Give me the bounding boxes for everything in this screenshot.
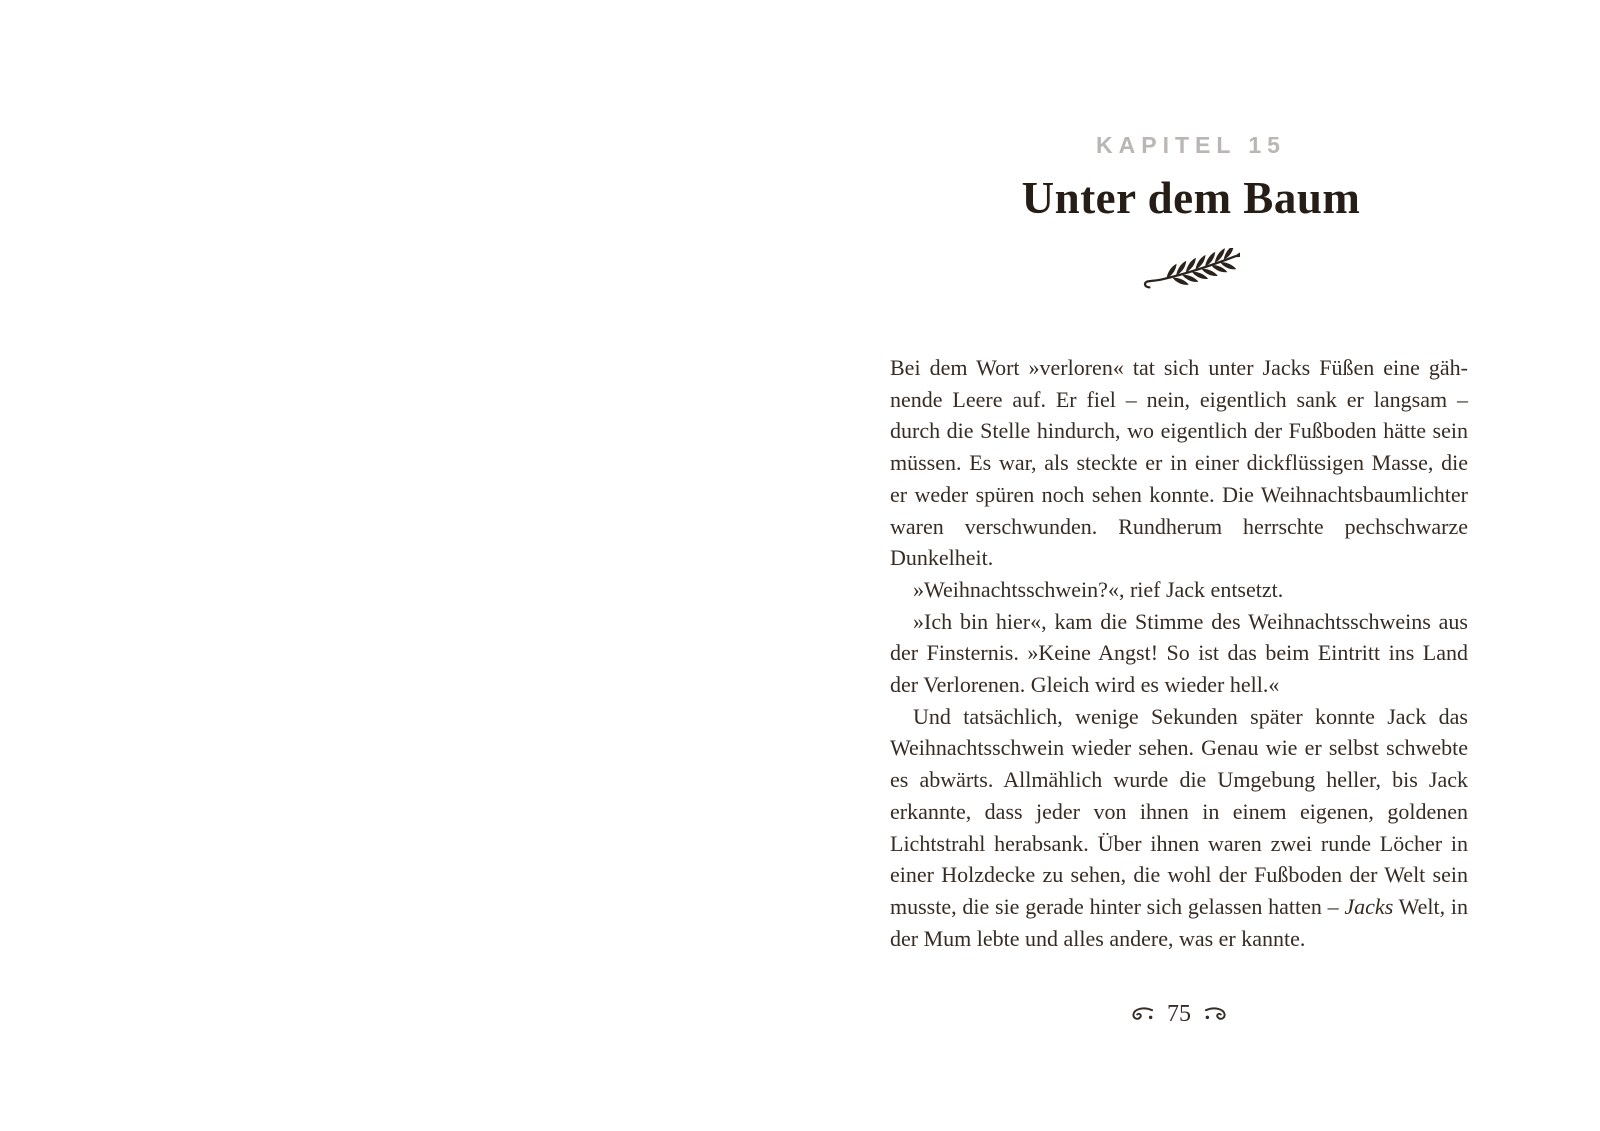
chapter-title: Unter dem Baum [1021, 173, 1361, 223]
paragraph [890, 606, 1468, 701]
text-run: Bei dem Wort »verloren« tat sich unter Jacks Füßen eine gähnende Leere auf. Er fiel – nein, eigentlich sank er langsam – durch die Stelle hindurch, wo eigentlich der Fußboden hätte sein müssen. Es war, als steckte er in einer dickflüssigen Masse, die er weder spüren noch sehen konnte. Die Weihnachtsbaumlichter waren verschwunden. Rundherum herrschte pechschwarze Dunkelheit. [890, 355, 1468, 571]
footer-flourish-right-icon [1204, 1007, 1227, 1022]
footer-flourish-left-icon [1131, 1007, 1154, 1022]
page-number: 75 [1167, 1001, 1191, 1027]
chapter-kicker: KAPITEL 15 [1096, 132, 1286, 158]
text-run: Welt, in der Mum lebte und alles andere, was er kannte. [890, 893, 1468, 951]
paragraph [890, 701, 1468, 955]
paragraph [890, 574, 1468, 606]
body-text [890, 352, 1468, 954]
text-run: »Weihnachtsschwein?«, rief Jack entsetzt. [913, 576, 1284, 602]
text-run: »Ich bin hier«, kam die Stimme des Weihnachtsschweins aus der Finsternis. »Keine Angst! So ist das beim Eintritt ins Land der Verlorenen. Gleich wird es wieder hell.« [890, 608, 1468, 698]
italic-text-run: Jacks [1344, 893, 1394, 919]
page-footer [890, 1000, 1468, 1028]
text-run: Und tatsächlich, wenige Sekunden später konnte Jack das Weihnachtsschwein wieder sehen. Genau wie er selbst schwebte es abwärts. Allmählich wurde die Umgebung heller, bis Jack erkannte, dass jeder von ihnen in einem eigenen, goldenen Lichtstrahl herabsank. Über ihnen waren zwei runde Löcher in einer Holzdecke zu sehen, die wohl der Fußboden der Welt sein musste, die sie gerade hinter sich gelassen hatten – [890, 703, 1468, 919]
laurel-branch-icon [902, 248, 1480, 299]
paragraph [890, 352, 1468, 574]
